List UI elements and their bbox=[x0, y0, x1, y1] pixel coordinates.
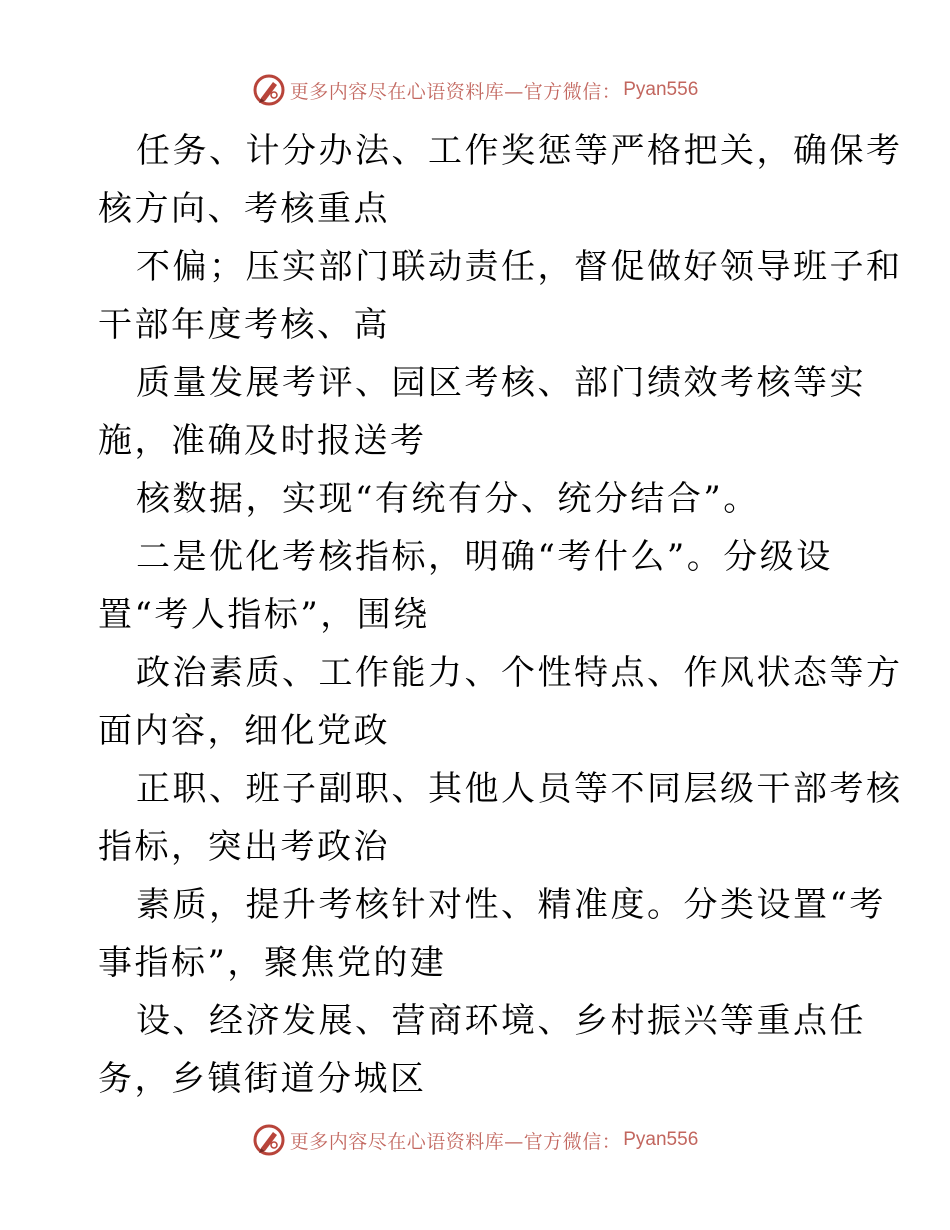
text-line: 施，准确及时报送考 bbox=[98, 421, 427, 461]
header-watermark bbox=[0, 70, 950, 110]
text-line: 质量发展考评、园区考核、部门绩效考核等实 bbox=[136, 363, 866, 403]
text-line: 正职、班子副职、其他人员等不同层级干部考核 bbox=[136, 769, 903, 809]
text-line: 事指标”，聚焦党的建 bbox=[98, 943, 447, 983]
pen-logo-icon bbox=[252, 73, 286, 107]
footer-watermark bbox=[0, 1120, 950, 1160]
watermark-brand-text: 更多内容尽在心语资料库—官方微信： bbox=[289, 80, 622, 103]
text-line: 核方向、考核重点 bbox=[98, 189, 390, 229]
pen-logo-icon bbox=[252, 1123, 286, 1157]
text-line: 面内容，细化党政 bbox=[98, 711, 390, 751]
text-line: 设、经济发展、营商环境、乡村振兴等重点任 bbox=[136, 1001, 866, 1041]
watermark-brand-text: 更多内容尽在心语资料库—官方微信： bbox=[289, 1130, 622, 1153]
text-line: 干部年度考核、高 bbox=[98, 305, 390, 345]
text-line: 置“考人指标”，围绕 bbox=[98, 595, 430, 635]
watermark-wechat-id: Pyan556 bbox=[623, 1129, 699, 1150]
body-text bbox=[98, 122, 903, 1108]
text-line: 不偏；压实部门联动责任，督促做好领导班子和 bbox=[136, 247, 903, 287]
text-line: 核数据，实现“有统有分、统分结合”。 bbox=[136, 479, 760, 519]
text-line: 务，乡镇街道分城区 bbox=[98, 1059, 427, 1099]
text-line: 二是优化考核指标，明确“考什么”。分级设 bbox=[136, 537, 833, 577]
text-line: 任务、计分办法、工作奖惩等严格把关，确保考 bbox=[136, 131, 903, 171]
watermark-wechat-id: Pyan556 bbox=[623, 79, 699, 100]
text-line: 政治素质、工作能力、个性特点、作风状态等方 bbox=[136, 653, 903, 693]
text-line: 指标，突出考政治 bbox=[98, 827, 390, 867]
text-line: 素质，提升考核针对性、精准度。分类设置“考 bbox=[136, 885, 886, 925]
